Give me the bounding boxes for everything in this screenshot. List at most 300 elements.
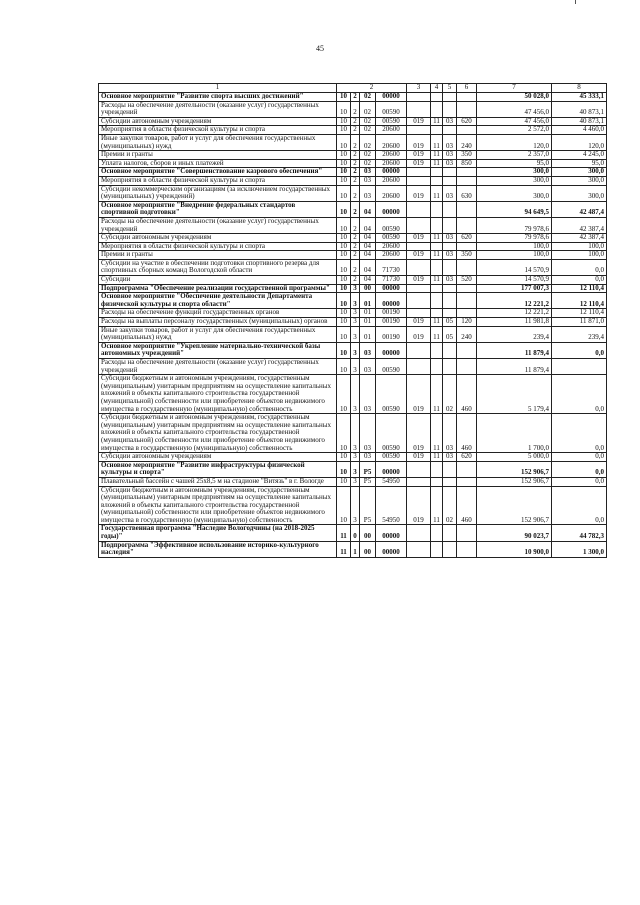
code-program: 10 bbox=[337, 242, 351, 251]
code-ministry bbox=[407, 461, 431, 477]
code-subprogram: 2 bbox=[351, 242, 360, 251]
code-expense-type bbox=[457, 309, 477, 318]
code-event: 03 bbox=[360, 168, 376, 177]
amount-year-1: 14 570,9 bbox=[477, 276, 552, 285]
code-expense-type: 350 bbox=[457, 251, 477, 260]
code-section: 11 bbox=[431, 159, 443, 168]
code-direction: 00590 bbox=[376, 234, 407, 243]
code-program: 10 bbox=[337, 117, 351, 126]
code-subprogram: 2 bbox=[351, 101, 360, 117]
code-direction: 00590 bbox=[376, 101, 407, 117]
code-subsection: 03 bbox=[443, 159, 457, 168]
code-direction: 00590 bbox=[376, 117, 407, 126]
code-ministry bbox=[407, 284, 431, 293]
amount-year-2: 0,0 bbox=[552, 259, 607, 275]
code-subprogram: 1 bbox=[351, 541, 360, 557]
code-ministry: 019 bbox=[407, 326, 431, 342]
code-ministry: 019 bbox=[407, 134, 431, 150]
table-row bbox=[99, 242, 607, 251]
amount-year-1: 79 978,6 bbox=[477, 234, 552, 243]
code-program: 10 bbox=[337, 159, 351, 168]
code-program: 10 bbox=[337, 461, 351, 477]
code-direction: 00000 bbox=[376, 93, 407, 102]
code-section: 11 bbox=[431, 326, 443, 342]
row-name: Иные закупки товаров, работ и услуг для обеспечения государственных (муниципальных) нужд bbox=[99, 134, 337, 150]
code-program: 10 bbox=[337, 259, 351, 275]
col-header: 4 bbox=[431, 84, 443, 93]
code-section: 11 bbox=[431, 251, 443, 260]
code-direction: 00590 bbox=[376, 375, 407, 414]
amount-year-1: 11 981,8 bbox=[477, 318, 552, 327]
col-header: 5 bbox=[443, 84, 457, 93]
code-direction: 20600 bbox=[376, 251, 407, 260]
amount-year-2: 4 245,0 bbox=[552, 151, 607, 160]
code-section: 11 bbox=[431, 117, 443, 126]
code-subsection bbox=[443, 101, 457, 117]
code-direction: 20600 bbox=[376, 134, 407, 150]
table-row bbox=[99, 234, 607, 243]
code-subprogram: 2 bbox=[351, 93, 360, 102]
code-program: 11 bbox=[337, 525, 351, 541]
code-event: P5 bbox=[360, 461, 376, 477]
code-section bbox=[431, 477, 443, 486]
code-subprogram: 3 bbox=[351, 326, 360, 342]
code-subsection bbox=[443, 461, 457, 477]
row-name: Субсидии автономным учреждениям bbox=[99, 117, 337, 126]
code-expense-type: 460 bbox=[457, 375, 477, 414]
code-event: 00 bbox=[360, 284, 376, 293]
amount-year-1: 94 649,5 bbox=[477, 201, 552, 217]
code-event: 00 bbox=[360, 541, 376, 557]
code-subsection: 02 bbox=[443, 375, 457, 414]
page-number: 45 bbox=[316, 44, 324, 53]
code-subsection: 03 bbox=[443, 134, 457, 150]
code-subsection: 03 bbox=[443, 453, 457, 462]
amount-year-1: 2 357,0 bbox=[477, 151, 552, 160]
code-subprogram: 3 bbox=[351, 359, 360, 375]
code-ministry bbox=[407, 309, 431, 318]
code-subsection bbox=[443, 309, 457, 318]
code-ministry bbox=[407, 259, 431, 275]
row-name: Государственная программа "Наследие Вологодчины (на 2018-2025 годы)" bbox=[99, 525, 337, 541]
code-event: 01 bbox=[360, 309, 376, 318]
amount-year-1: 5 179,4 bbox=[477, 375, 552, 414]
table-row bbox=[99, 101, 607, 117]
code-event: 02 bbox=[360, 126, 376, 135]
amount-year-1: 1 700,0 bbox=[477, 414, 552, 453]
amount-year-2: 44 782,3 bbox=[552, 525, 607, 541]
table-row bbox=[99, 284, 607, 293]
col-header: 3 bbox=[407, 84, 431, 93]
code-event: 03 bbox=[360, 176, 376, 185]
code-subsection: 03 bbox=[443, 185, 457, 201]
code-direction: 54950 bbox=[376, 477, 407, 486]
code-direction: 71730 bbox=[376, 259, 407, 275]
code-program: 11 bbox=[337, 541, 351, 557]
table-row bbox=[99, 168, 607, 177]
amount-year-1: 12 221,2 bbox=[477, 309, 552, 318]
table-row bbox=[99, 93, 607, 102]
amount-year-2 bbox=[552, 359, 607, 375]
code-expense-type bbox=[457, 176, 477, 185]
amount-year-1: 300,0 bbox=[477, 168, 552, 177]
table-row bbox=[99, 159, 607, 168]
row-name: Мероприятия в области физической культуры и спорта bbox=[99, 242, 337, 251]
code-direction: 00590 bbox=[376, 453, 407, 462]
amount-year-2: 0,0 bbox=[552, 453, 607, 462]
code-subsection: 05 bbox=[443, 318, 457, 327]
code-direction: 00590 bbox=[376, 217, 407, 233]
amount-year-1: 239,4 bbox=[477, 326, 552, 342]
code-ministry: 019 bbox=[407, 375, 431, 414]
code-ministry: 019 bbox=[407, 117, 431, 126]
table-row bbox=[99, 126, 607, 135]
code-direction: 00000 bbox=[376, 525, 407, 541]
code-section: 11 bbox=[431, 276, 443, 285]
amount-year-1: 152 906,7 bbox=[477, 486, 552, 525]
code-direction: 20600 bbox=[376, 126, 407, 135]
code-direction: 20600 bbox=[376, 185, 407, 201]
code-expense-type: 240 bbox=[457, 134, 477, 150]
code-expense-type bbox=[457, 293, 477, 309]
code-expense-type bbox=[457, 284, 477, 293]
code-section bbox=[431, 168, 443, 177]
code-program: 10 bbox=[337, 309, 351, 318]
row-name: Субсидии бюджетным и автономным учреждениям, государственным (муниципальным) унитарным предприятиям на осуществление капитальных вложений в объекты капитального строительства государственной (муниципальной) собственности или приобретение объектов недвижимого имущества в государственную (муниципальную) собственность bbox=[99, 414, 337, 453]
row-name: Субсидии бюджетным и автономным учреждениям, государственным (муниципальным) унитарным предприятиям на осуществление капитальных вложений в объекты капитального строительства государственной (муниципальной) собственности или приобретение объектов недвижимого имущества в государственную (муниципальную) собственность bbox=[99, 486, 337, 525]
code-event: 00 bbox=[360, 525, 376, 541]
row-name: Премии и гранты bbox=[99, 251, 337, 260]
code-subprogram: 2 bbox=[351, 234, 360, 243]
code-subprogram: 3 bbox=[351, 375, 360, 414]
amount-year-1: 12 221,2 bbox=[477, 293, 552, 309]
code-direction: 00000 bbox=[376, 293, 407, 309]
code-program: 10 bbox=[337, 453, 351, 462]
code-expense-type bbox=[457, 93, 477, 102]
code-section bbox=[431, 525, 443, 541]
code-ministry: 019 bbox=[407, 276, 431, 285]
row-name: Расходы на обеспечение деятельности (оказание услуг) государственных учреждений bbox=[99, 101, 337, 117]
row-name: Субсидии на участие в обеспечении подготовки спортивного резерва для спортивных сборных команд Вологодской области bbox=[99, 259, 337, 275]
amount-year-2: 100,0 bbox=[552, 242, 607, 251]
code-program: 10 bbox=[337, 375, 351, 414]
col-header: 7 bbox=[477, 84, 552, 93]
code-ministry: 019 bbox=[407, 151, 431, 160]
code-direction: 20600 bbox=[376, 159, 407, 168]
code-section bbox=[431, 293, 443, 309]
code-program: 10 bbox=[337, 185, 351, 201]
code-expense-type bbox=[457, 168, 477, 177]
code-expense-type bbox=[457, 461, 477, 477]
code-expense-type bbox=[457, 242, 477, 251]
code-expense-type bbox=[457, 201, 477, 217]
amount-year-1: 300,0 bbox=[477, 176, 552, 185]
code-section bbox=[431, 309, 443, 318]
amount-year-1: 5 000,0 bbox=[477, 453, 552, 462]
code-ministry: 019 bbox=[407, 185, 431, 201]
code-subprogram: 2 bbox=[351, 168, 360, 177]
code-subsection bbox=[443, 242, 457, 251]
row-name: Субсидии бюджетным и автономным учреждениям, государственным (муниципальным) унитарным предприятиям на осуществление капитальных вложений в объекты капитального строительства государственной (муниципальной) собственности или приобретение объектов недвижимого имущества в государственную (муниципальную) собственность bbox=[99, 375, 337, 414]
code-ministry bbox=[407, 126, 431, 135]
amount-year-1: 100,0 bbox=[477, 251, 552, 260]
code-direction: 00590 bbox=[376, 359, 407, 375]
code-ministry bbox=[407, 525, 431, 541]
table-row bbox=[99, 525, 607, 541]
amount-year-1: 152 906,7 bbox=[477, 477, 552, 486]
table-row bbox=[99, 453, 607, 462]
code-expense-type: 620 bbox=[457, 117, 477, 126]
table-row bbox=[99, 359, 607, 375]
amount-year-2: 300,0 bbox=[552, 176, 607, 185]
table-row bbox=[99, 541, 607, 557]
amount-year-1: 100,0 bbox=[477, 242, 552, 251]
code-program: 10 bbox=[337, 201, 351, 217]
row-name: Премии и гранты bbox=[99, 151, 337, 160]
code-subsection bbox=[443, 284, 457, 293]
code-subprogram: 2 bbox=[351, 201, 360, 217]
amount-year-1: 90 023,7 bbox=[477, 525, 552, 541]
table-row bbox=[99, 414, 607, 453]
row-name: Мероприятия в области физической культуры и спорта bbox=[99, 126, 337, 135]
amount-year-2: 0,0 bbox=[552, 461, 607, 477]
code-subprogram: 3 bbox=[351, 342, 360, 358]
code-subsection bbox=[443, 293, 457, 309]
code-subprogram: 2 bbox=[351, 276, 360, 285]
row-name: Уплата налогов, сборов и иных платежей bbox=[99, 159, 337, 168]
code-expense-type: 620 bbox=[457, 453, 477, 462]
code-subprogram: 2 bbox=[351, 159, 360, 168]
code-expense-type: 460 bbox=[457, 414, 477, 453]
code-direction: 00190 bbox=[376, 309, 407, 318]
code-direction: 00190 bbox=[376, 326, 407, 342]
col-header: 1 bbox=[99, 84, 337, 93]
code-subsection: 03 bbox=[443, 414, 457, 453]
table-row bbox=[99, 293, 607, 309]
code-direction: 00000 bbox=[376, 461, 407, 477]
amount-year-1: 95,0 bbox=[477, 159, 552, 168]
code-event: 04 bbox=[360, 276, 376, 285]
code-event: 02 bbox=[360, 151, 376, 160]
code-event: 04 bbox=[360, 201, 376, 217]
code-expense-type: 350 bbox=[457, 151, 477, 160]
table-row bbox=[99, 185, 607, 201]
code-program: 10 bbox=[337, 101, 351, 117]
code-subprogram: 3 bbox=[351, 453, 360, 462]
code-event: 01 bbox=[360, 318, 376, 327]
code-direction: 20600 bbox=[376, 242, 407, 251]
code-expense-type bbox=[457, 342, 477, 358]
code-expense-type: 520 bbox=[457, 276, 477, 285]
code-ministry bbox=[407, 176, 431, 185]
row-name: Расходы на обеспечение деятельности (оказание услуг) государственных учреждений bbox=[99, 217, 337, 233]
code-ministry bbox=[407, 217, 431, 233]
code-ministry bbox=[407, 477, 431, 486]
code-ministry: 019 bbox=[407, 318, 431, 327]
code-subprogram: 3 bbox=[351, 461, 360, 477]
code-ministry: 019 bbox=[407, 251, 431, 260]
amount-year-2: 0,0 bbox=[552, 342, 607, 358]
code-section: 11 bbox=[431, 134, 443, 150]
code-event: 04 bbox=[360, 234, 376, 243]
amount-year-2: 4 460,0 bbox=[552, 126, 607, 135]
amount-year-2: 0,0 bbox=[552, 276, 607, 285]
code-direction: 00000 bbox=[376, 541, 407, 557]
code-event: 04 bbox=[360, 259, 376, 275]
table-row bbox=[99, 117, 607, 126]
code-event: 01 bbox=[360, 293, 376, 309]
code-ministry bbox=[407, 293, 431, 309]
code-section bbox=[431, 126, 443, 135]
code-event: P5 bbox=[360, 477, 376, 486]
row-name: Субсидии bbox=[99, 276, 337, 285]
code-program: 10 bbox=[337, 126, 351, 135]
amount-year-1: 11 879,4 bbox=[477, 342, 552, 358]
amount-year-1: 2 572,0 bbox=[477, 126, 552, 135]
code-ministry: 019 bbox=[407, 453, 431, 462]
row-name: Субсидии автономным учреждениям bbox=[99, 234, 337, 243]
header-row bbox=[99, 84, 607, 93]
code-subsection: 03 bbox=[443, 117, 457, 126]
code-subprogram: 2 bbox=[351, 126, 360, 135]
budget-table bbox=[98, 83, 607, 558]
code-ministry bbox=[407, 359, 431, 375]
code-program: 10 bbox=[337, 168, 351, 177]
code-event: 02 bbox=[360, 101, 376, 117]
code-expense-type bbox=[457, 126, 477, 135]
amount-year-2: 0,0 bbox=[552, 486, 607, 525]
amount-year-2: 300,0 bbox=[552, 168, 607, 177]
code-section bbox=[431, 284, 443, 293]
amount-year-2: 45 333,1 bbox=[552, 93, 607, 102]
table-row bbox=[99, 151, 607, 160]
code-section: 11 bbox=[431, 453, 443, 462]
code-subsection: 03 bbox=[443, 151, 457, 160]
code-subsection: 02 bbox=[443, 486, 457, 525]
code-subsection bbox=[443, 126, 457, 135]
table-row bbox=[99, 176, 607, 185]
amount-year-2: 95,0 bbox=[552, 159, 607, 168]
code-subprogram: 3 bbox=[351, 486, 360, 525]
code-subprogram: 3 bbox=[351, 309, 360, 318]
table-row bbox=[99, 375, 607, 414]
code-event: 03 bbox=[360, 453, 376, 462]
code-program: 10 bbox=[337, 414, 351, 453]
amount-year-1: 79 978,6 bbox=[477, 217, 552, 233]
amount-year-2: 239,4 bbox=[552, 326, 607, 342]
table-row bbox=[99, 309, 607, 318]
amount-year-2: 12 110,4 bbox=[552, 293, 607, 309]
table-row bbox=[99, 477, 607, 486]
code-subsection bbox=[443, 477, 457, 486]
amount-year-2: 0,0 bbox=[552, 477, 607, 486]
code-program: 10 bbox=[337, 217, 351, 233]
code-ministry bbox=[407, 342, 431, 358]
code-subsection bbox=[443, 201, 457, 217]
code-expense-type bbox=[457, 101, 477, 117]
amount-year-2: 300,0 bbox=[552, 185, 607, 201]
code-event: 01 bbox=[360, 326, 376, 342]
code-program: 10 bbox=[337, 284, 351, 293]
code-section: 11 bbox=[431, 414, 443, 453]
code-ministry: 019 bbox=[407, 234, 431, 243]
code-direction: 00000 bbox=[376, 342, 407, 358]
amount-year-1: 14 570,9 bbox=[477, 259, 552, 275]
row-name: Расходы на обеспечение деятельности (оказание услуг) государственных учреждений bbox=[99, 359, 337, 375]
code-program: 10 bbox=[337, 276, 351, 285]
code-subprogram: 3 bbox=[351, 318, 360, 327]
code-ministry bbox=[407, 242, 431, 251]
code-program: 10 bbox=[337, 176, 351, 185]
amount-year-2: 42 487,4 bbox=[552, 201, 607, 217]
code-event: 02 bbox=[360, 159, 376, 168]
code-direction: 71730 bbox=[376, 276, 407, 285]
code-program: 10 bbox=[337, 134, 351, 150]
amount-year-1: 50 028,0 bbox=[477, 93, 552, 102]
code-direction: 00190 bbox=[376, 318, 407, 327]
code-direction: 00000 bbox=[376, 201, 407, 217]
code-ministry: 019 bbox=[407, 414, 431, 453]
table-row bbox=[99, 217, 607, 233]
code-subprogram: 3 bbox=[351, 477, 360, 486]
code-section bbox=[431, 176, 443, 185]
row-name: Иные закупки товаров, работ и услуг для обеспечения государственных (муниципальных) нужд bbox=[99, 326, 337, 342]
row-name: Расходы на обеспечение функций государственных органов bbox=[99, 309, 337, 318]
code-event: 02 bbox=[360, 117, 376, 126]
amount-year-2: 40 873,1 bbox=[552, 117, 607, 126]
code-program: 10 bbox=[337, 359, 351, 375]
code-expense-type bbox=[457, 359, 477, 375]
code-subprogram: 2 bbox=[351, 185, 360, 201]
amount-year-2: 100,0 bbox=[552, 251, 607, 260]
row-name: Основное мероприятие "Укрепление материально-технической базы автономных учреждений" bbox=[99, 342, 337, 358]
code-section bbox=[431, 217, 443, 233]
code-expense-type bbox=[457, 217, 477, 233]
row-name: Субсидии автономным учреждениям bbox=[99, 453, 337, 462]
row-name: Мероприятия в области физической культуры и спорта bbox=[99, 176, 337, 185]
table-row bbox=[99, 486, 607, 525]
code-event: 03 bbox=[360, 359, 376, 375]
code-event: P5 bbox=[360, 486, 376, 525]
row-name: Подпрограмма "Обеспечение реализации государственной программы" bbox=[99, 284, 337, 293]
row-name: Основное мероприятие "Развитие спорта высших достижений" bbox=[99, 93, 337, 102]
amount-year-1: 120,0 bbox=[477, 134, 552, 150]
code-subsection bbox=[443, 359, 457, 375]
code-section bbox=[431, 461, 443, 477]
amount-year-2: 12 110,4 bbox=[552, 309, 607, 318]
code-section bbox=[431, 93, 443, 102]
code-subprogram: 2 bbox=[351, 176, 360, 185]
code-expense-type bbox=[457, 541, 477, 557]
code-section: 11 bbox=[431, 185, 443, 201]
code-subsection: 03 bbox=[443, 234, 457, 243]
code-expense-type: 120 bbox=[457, 318, 477, 327]
code-subprogram: 3 bbox=[351, 414, 360, 453]
code-subprogram: 3 bbox=[351, 284, 360, 293]
row-name: Основное мероприятие "Развитие инфраструктуры физической культуры и спорта" bbox=[99, 461, 337, 477]
code-expense-type bbox=[457, 525, 477, 541]
code-section bbox=[431, 201, 443, 217]
row-name: Расходы на выплаты персоналу государственных (муниципальных) органов bbox=[99, 318, 337, 327]
code-program: 10 bbox=[337, 293, 351, 309]
code-event: 03 bbox=[360, 185, 376, 201]
code-subsection: 03 bbox=[443, 276, 457, 285]
code-section: 11 bbox=[431, 318, 443, 327]
code-event: 02 bbox=[360, 134, 376, 150]
code-direction: 20600 bbox=[376, 151, 407, 160]
amount-year-2: 1 300,0 bbox=[552, 541, 607, 557]
code-expense-type bbox=[457, 477, 477, 486]
